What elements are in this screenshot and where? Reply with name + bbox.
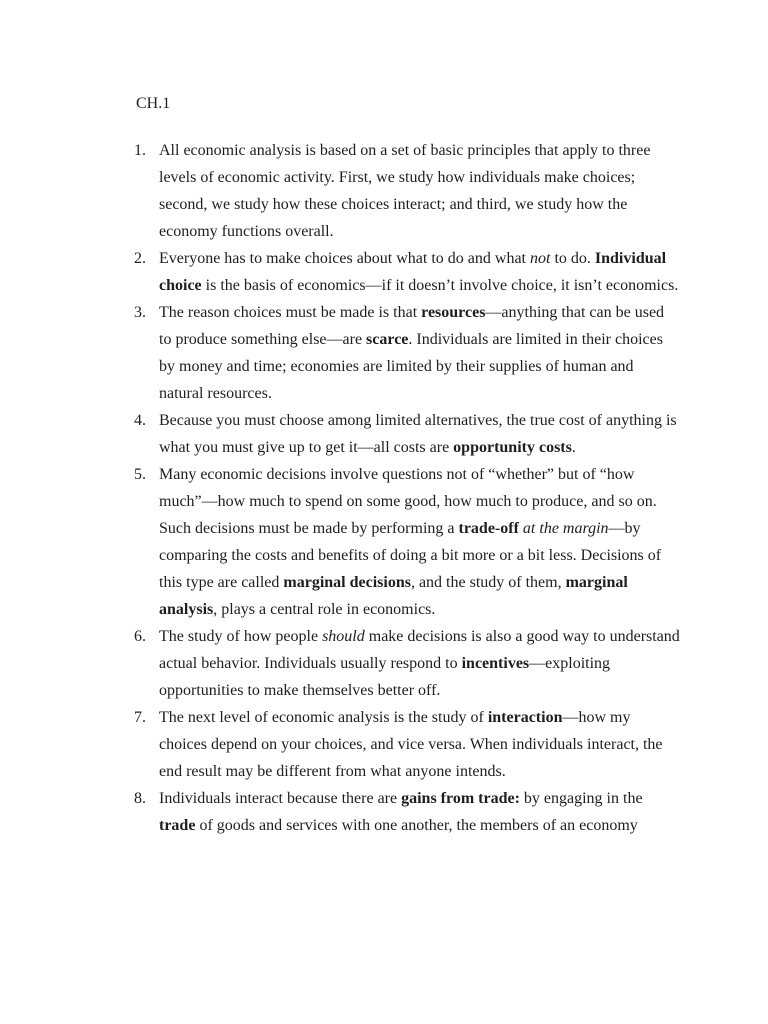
- list-item-number: 3.: [134, 304, 146, 321]
- list-item-number: 7.: [134, 709, 146, 726]
- text-run: The reason choices must be made is that: [159, 304, 422, 321]
- list-item-text: [159, 466, 661, 618]
- list-item: [134, 245, 680, 299]
- text-run: Everyone has to make choices about what to do and what: [159, 250, 530, 267]
- bold-term: resources: [421, 304, 486, 321]
- text-run: , plays a central role in economics.: [213, 601, 436, 618]
- bold-term: marginal analysis: [159, 574, 628, 618]
- text-run: The study of how people: [159, 628, 323, 645]
- list-item-number: 5.: [134, 466, 146, 483]
- italic-term: at the margin: [522, 520, 609, 537]
- text-run: Because you must choose among limited alternatives, the true cost of anything is what you must give up to get it—all costs are: [159, 412, 677, 456]
- chapter-heading: CH.1: [136, 95, 171, 112]
- bold-term: trade-off: [458, 520, 519, 537]
- list-item: [134, 785, 680, 839]
- bold-term: scarce: [366, 331, 409, 348]
- list-item-number: 4.: [134, 412, 146, 429]
- text-run: Many economic decisions involve questions not of “whether” but of “how much”—how much to spend on some good, how much to produce, and so on. Such decisions must be made by performing a: [159, 466, 657, 537]
- text-run: is the basis of economics—if it doesn’t involve choice, it isn’t economics.: [201, 277, 679, 294]
- list-item-text: [159, 142, 650, 240]
- text-run: .: [571, 439, 576, 456]
- list-item: [134, 623, 680, 704]
- list-item: [134, 137, 680, 245]
- text-run: The next level of economic analysis is the study of: [159, 709, 488, 726]
- list-item-text: [159, 304, 664, 402]
- principles-list: [134, 137, 680, 839]
- list-item: [134, 407, 680, 461]
- list-item-text: [159, 412, 677, 456]
- italic-term: not: [530, 250, 551, 267]
- list-item-number: 1.: [134, 142, 146, 159]
- text-run: of goods and services with one another, the members of an economy: [195, 817, 638, 834]
- bold-term: trade: [159, 817, 196, 834]
- list-item-text: [159, 250, 678, 294]
- list-item-text: [159, 790, 643, 834]
- list-item-text: [159, 709, 663, 780]
- bold-term: opportunity costs: [453, 439, 572, 456]
- italic-term: should: [322, 628, 365, 645]
- text-run: by engaging in the: [519, 790, 643, 807]
- list-item-number: 8.: [134, 790, 146, 807]
- bold-term: marginal decisions: [283, 574, 411, 591]
- list-item-number: 6.: [134, 628, 146, 645]
- bold-term: gains from trade:: [401, 790, 520, 807]
- text-run: —exploiting opportunities to make themselves better off.: [159, 655, 611, 699]
- text-run: —by comparing the costs and benefits of doing a bit more or a bit less. Decisions of this type are called: [159, 520, 662, 591]
- text-run: —anything that can be used to produce something else—are: [159, 304, 665, 348]
- bold-term: Individual choice: [159, 250, 667, 294]
- text-run: make decisions is also a good way to understand actual behavior. Individuals usually respond to: [159, 628, 680, 672]
- list-item: [134, 461, 680, 623]
- list-item: [134, 299, 680, 407]
- text-run: —how my choices depend on your choices, and vice versa. When individuals interact, the end result may be different from what anyone intends.: [159, 709, 663, 780]
- text-run: to do.: [550, 250, 595, 267]
- text-run: All economic analysis is based on a set of basic principles that apply to three levels of economic activity. First, we study how individuals make choices; second, we study how these choices interact; and third, we study how the economy functions overall.: [159, 142, 651, 240]
- text-run: , and the study of them,: [410, 574, 566, 591]
- text-run: Individuals interact because there are: [159, 790, 402, 807]
- list-item: [134, 704, 680, 785]
- list-item-text: [159, 628, 680, 699]
- list-item-number: 2.: [134, 250, 146, 267]
- bold-term: incentives: [461, 655, 530, 672]
- bold-term: interaction: [487, 709, 563, 726]
- text-run: . Individuals are limited in their choices by money and time; economies are limited by their supplies of human and natural resources.: [159, 331, 663, 402]
